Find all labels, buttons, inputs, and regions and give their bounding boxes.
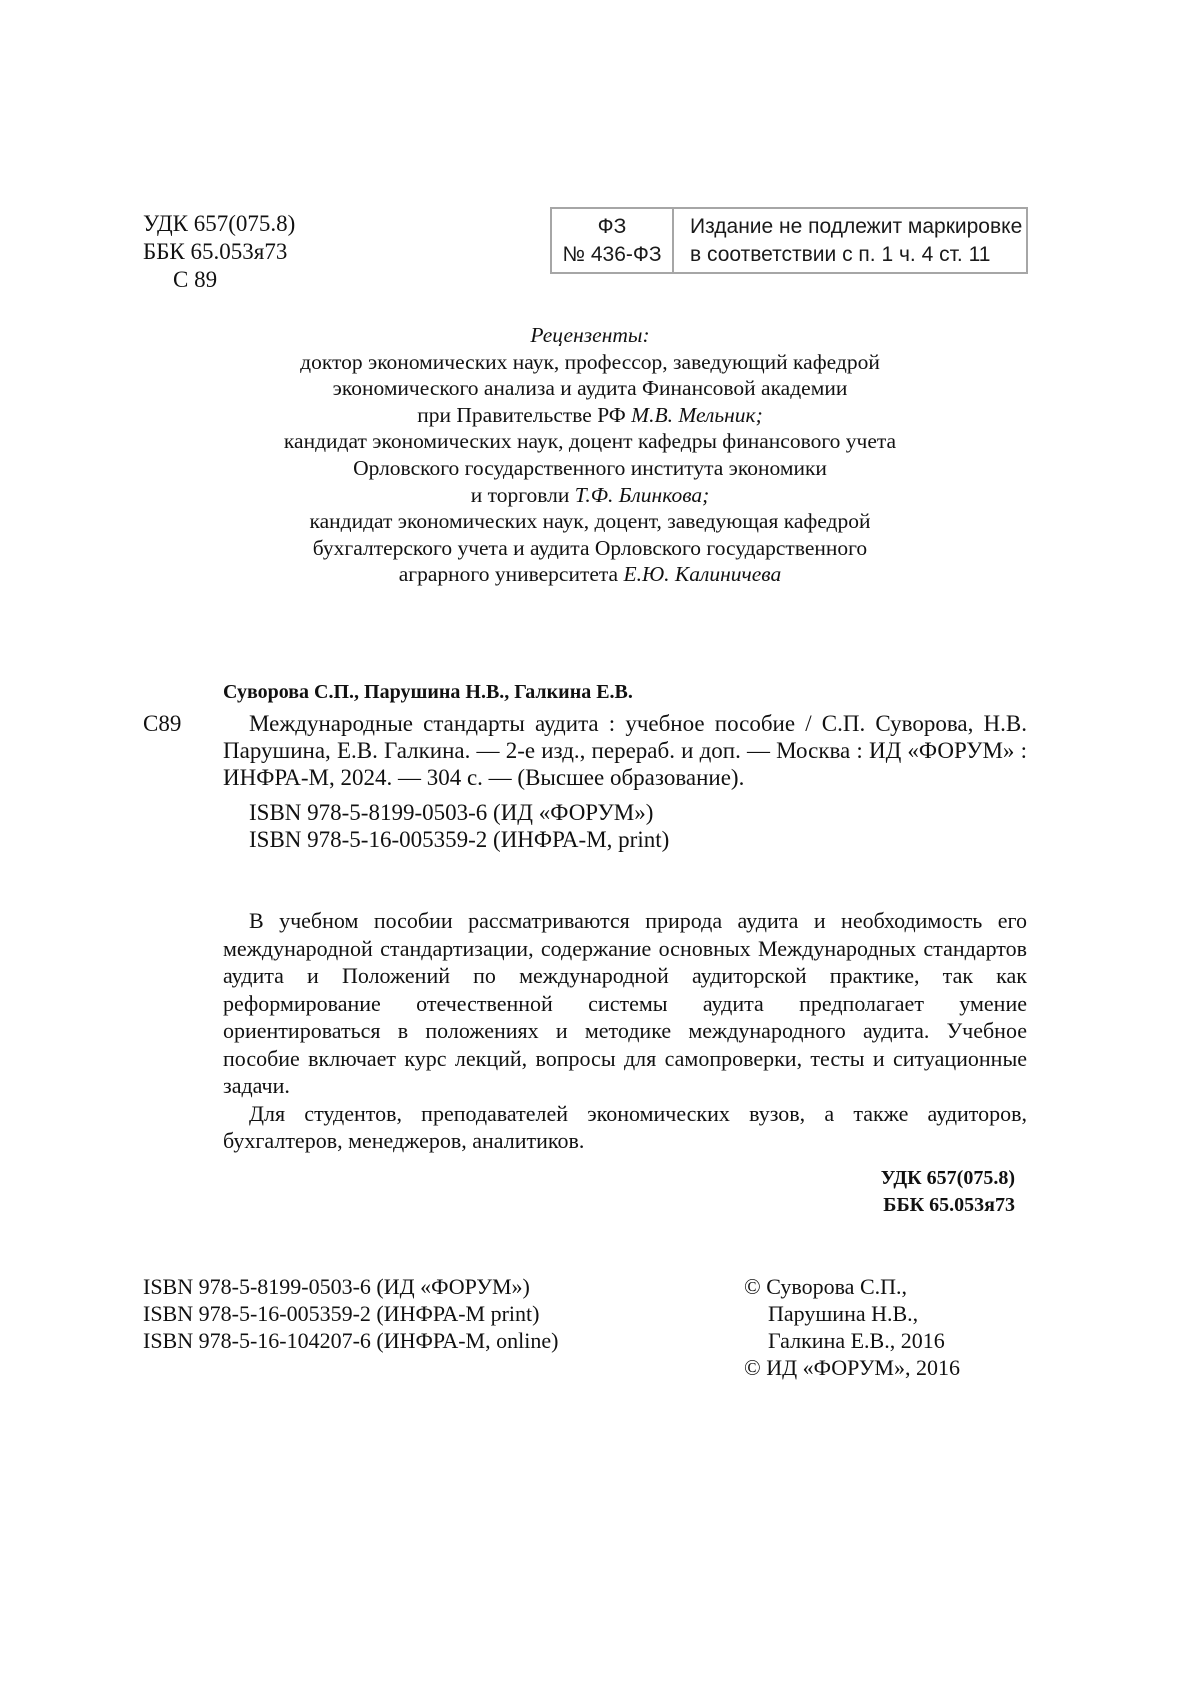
annotation-paragraph: В учебном пособии рассматриваются природа аудита и необходимость его международной стандартизации, содержание основных Международных стандартов аудита и Положений по международной аудиторской практике, так как реформирование отечественной системы аудита предполагает умение ориентироваться в положениях и методике международного аудита. Учебное пособие включает курс лекций, вопросы для самопроверки, тесты и ситуационные задачи. (223, 908, 1027, 1098)
reviewer-line: кандидат экономических наук, доцент кафедры финансового учета (283, 429, 897, 454)
biblio-row (143, 710, 1027, 791)
copyright-line: © Суворова С.П., (744, 1274, 908, 1299)
biblio-isbn: ISBN 978-5-16-005359-2 (ИНФРА-М, print) (249, 827, 670, 852)
fz-law-line2: № 436-ФЗ (562, 242, 662, 266)
reviewer-line-text: при Правительстве РФ (417, 402, 632, 427)
copyright-line: Парушина Н.В., (768, 1301, 919, 1326)
annotation (223, 907, 1027, 1155)
reviewer-name: Е.Ю. Калиничева (623, 562, 782, 587)
fz-law-cell (552, 209, 674, 272)
classification-codes-right (870, 1165, 1015, 1219)
bibliographic-record (143, 679, 1027, 853)
reviewer-line: бухгалтерского учета и аудита Орловского государственного (312, 535, 868, 560)
reviewer-name: М.В. Мельник; (631, 402, 763, 427)
reviewer-line-text: аграрного университета (398, 562, 624, 587)
reviewer-line: кандидат экономических наук, доцент, заведующая кафедрой (309, 509, 871, 534)
biblio-description (223, 710, 1027, 791)
reviewer-line (190, 402, 990, 429)
bbk-code: ББК 65.053я73 (883, 1194, 1015, 1216)
fz-notice-line2: в соответствии с п. 1 ч. 4 ст. 11 (690, 242, 991, 266)
fz-notice-line1: Издание не подлежит маркировке (690, 214, 1023, 238)
isbn-item: ISBN 978-5-16-005359-2 (ИНФРА-М print) (143, 1301, 540, 1326)
reviewers-heading: Рецензенты: (530, 323, 650, 347)
reviewer-line: Орловского государственного института экономики (353, 455, 827, 480)
fz-law-line1: ФЗ (597, 214, 627, 238)
reviewer-name: Т.Ф. Блинкова; (574, 482, 710, 507)
copyright-block (744, 1273, 960, 1381)
reviewer-line (190, 482, 990, 509)
biblio-isbn-list (143, 799, 1027, 853)
reviewer-line: доктор экономических наук, профессор, заведующий кафедрой (300, 349, 880, 374)
authors-heading: Суворова С.П., Парушина Н.В., Галкина Е.В. (223, 681, 633, 703)
annotation-paragraph: Для студентов, преподавателей экономических вузов, а также аудиторов, бухгалтеров, менеджеров, аналитиков. (223, 1100, 1027, 1153)
isbn-item: ISBN 978-5-8199-0503-6 (ИД «ФОРУМ») (143, 1274, 530, 1299)
copyright-line: © ИД «ФОРУМ», 2016 (744, 1355, 960, 1380)
bbk-code: ББК 65.053я73 (143, 239, 288, 264)
biblio-isbn: ISBN 978-5-8199-0503-6 (ИД «ФОРУМ») (249, 800, 654, 825)
isbn-list (143, 1273, 558, 1354)
reviewer-line (190, 561, 990, 588)
isbn-item: ISBN 978-5-16-104207-6 (ИНФРА-М, online) (143, 1328, 559, 1353)
author-mark: С 89 (173, 267, 218, 292)
biblio-description-text: Международные стандарты аудита : учебное пособие / С.П. Суворова, Н.В. Парушина, Е.В. Галкина. — 2-е изд., перераб. и доп. — Москва : ИД «ФОРУМ» : ИНФРА-М, 2024. — 304 с. — (Высшее образование). (223, 711, 1027, 790)
copyright-line: Галкина Е.В., 2016 (768, 1328, 945, 1353)
udk-code: УДК 657(075.8) (143, 211, 296, 236)
fz-label-box (550, 207, 1028, 274)
biblio-author-mark: С89 (143, 711, 182, 736)
classification-codes (143, 210, 295, 294)
reviewer-line: экономического анализа и аудита Финансовой академии (332, 376, 848, 401)
reviewers-block (190, 322, 990, 588)
fz-notice-cell (674, 209, 1026, 272)
reviewer-line-text: и торговли (470, 482, 575, 507)
udk-code: УДК 657(075.8) (880, 1167, 1015, 1189)
